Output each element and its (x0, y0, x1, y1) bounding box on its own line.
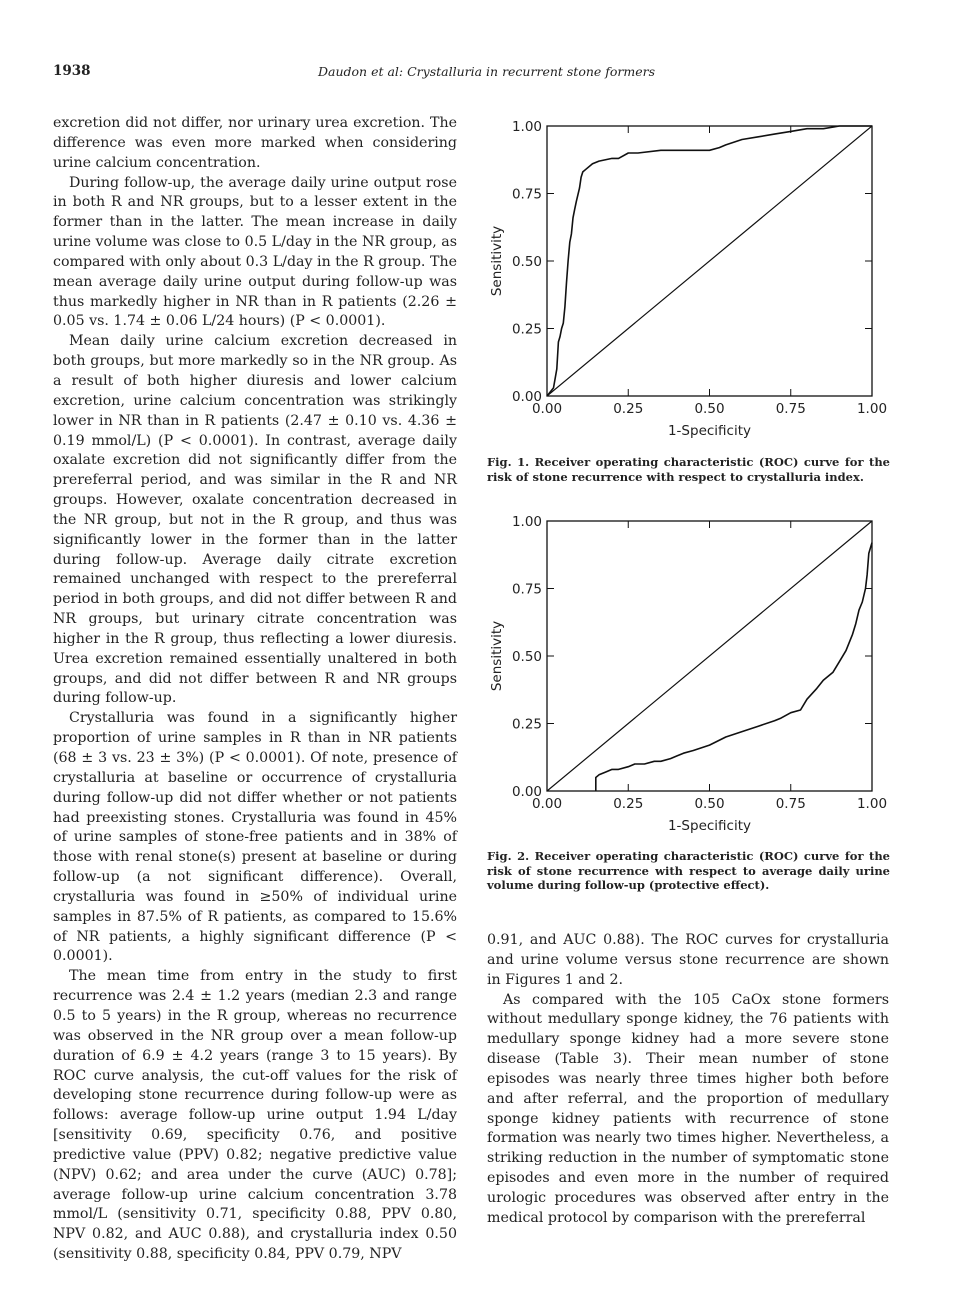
y-axis-label: Sensitivity (489, 225, 505, 297)
x-tick-label: 0.50 (694, 401, 725, 417)
right-column (487, 931, 889, 1229)
paragraph: As compared with the 105 CaOx stone formers without medullary sponge kidney, the 76 patients with medullary sponge kidney had a more severe stone disease (Table 3). Their mean number of stone episodes was nearly three times higher both before and after referral, and the proportion of medullary sponge kidney patients with recurrence of stone formation was nearly two times higher. Nevertheless, a striking reduction in the number of symptomatic stone episodes and even more in the number of required urologic procedures was observed after entry in the medical protocol by comparison with the prereferral (487, 991, 889, 1226)
y-axis-label: Sensitivity (489, 620, 505, 692)
x-tick-label: 0.75 (775, 401, 806, 417)
figure-1-caption: Fig. 1. Receiver operating characteristic (ROC) curve for the risk of stone recurrence with respect to crystalluria index. (487, 455, 890, 484)
paragraph: During follow-up, the average daily urine output rose in both R and NR groups, but to a lesser extent in the former than in the latter. The mean increase in daily urine volume was close to 0.5 L/day in the NR group, as compared with only about 0.3 L/day in the R group. The mean average daily urine output during follow-up was thus markedly higher in NR than in R patients (2.26 ± 0.05 vs. 1.74 ± 0.06 L/24 hours) (P < 0.0001). (53, 174, 457, 330)
roc-curve (596, 543, 872, 791)
reference-diagonal (547, 521, 872, 791)
y-tick-label: 0.00 (511, 784, 542, 800)
figure-2-caption: Fig. 2. Receiver operating characteristic (ROC) curve for the risk of stone recurrence with respect to average daily urine volume during follow-up (protective effect). (487, 849, 890, 892)
y-tick-label: 0.50 (511, 254, 542, 270)
y-tick-label: 1.00 (511, 514, 542, 530)
x-tick-label: 1.00 (856, 796, 888, 812)
paragraph: Mean daily urine calcium excretion decreased in both groups, but more markedly so in the NR group. As a result of both higher diuresis and lower calcium excretion, urine calcium concentration was strikingly lower in NR than in R patients (2.47 ± 0.10 vs. 4.36 ± 0.19 mmol/L) (P < 0.0001). In contrast, average daily oxalate excretion did not significantly differ from the prereferral period, and was similar in the R and NR groups. However, oxalate concentration decreased in the NR group, but not in the R group, and thus was significantly lower in the former than in the latter during follow-up. Average daily citrate excretion remained unchanged with respect to the prereferral period in both groups, and did not differ between R and NR groups, but urinary citrate concentration was higher in the R group, thus reflecting a lower diuresis. Urea excretion remained essentially unaltered in both groups, and did not differ between R and NR groups during follow-up. (53, 333, 457, 707)
x-tick-label: 1.00 (856, 401, 888, 417)
x-tick-label: 0.25 (613, 796, 644, 812)
roc-chart-crystalluria (486, 114, 890, 444)
y-tick-label: 0.75 (511, 581, 542, 598)
x-axis-label: 1-Specificity (667, 818, 752, 834)
y-tick-label: 0.50 (511, 649, 542, 665)
y-tick-label: 0.00 (511, 389, 542, 405)
paragraph: The mean time from entry in the study to first recurrence was 2.4 ± 1.2 years (median 2.3 and range 0.5 to 5 years) in the R group, whereas no recurrence was observed in the NR group over a mean follow-up duration of 6.9 ± 4.2 years (range 3 to 15 years). By ROC curve analysis, the cut-off values for the risk of developing stone recurrence during follow-up were as follows: average follow-up urine output 1.94 L/day [sensitivity 0.69, specificity 0.76, and positive predictive value (PPV) 0.82; negative predictive value (NPV) 0.62; and area under the curve (AUC) 0.78]; average follow-up urine calcium concentration 3.78 mmol/L (sensitivity 0.71, specificity 0.88, PPV 0.80, NPV 0.82, and AUC 0.88), and crystalluria index 0.50 (sensitivity 0.88, specificity 0.84, PPV 0.79, NPV (53, 968, 457, 1263)
x-tick-label: 0.50 (694, 796, 725, 812)
x-axis-label: 1-Specificity (667, 423, 752, 439)
figure-1 (486, 114, 890, 444)
x-tick-label: 0.25 (613, 401, 644, 417)
y-tick-label: 0.25 (511, 321, 542, 338)
roc-chart-urine-volume (486, 509, 890, 839)
y-tick-label: 0.75 (511, 186, 542, 203)
reference-diagonal (547, 126, 872, 396)
figure-2 (486, 509, 890, 839)
y-tick-label: 1.00 (511, 119, 542, 135)
x-tick-label: 0.75 (775, 796, 806, 812)
paragraph: excretion did not differ, nor urinary urea excretion. The difference was even more marked when considering urine calcium concentration. (53, 115, 457, 171)
paragraph: Crystalluria was found in a significantly higher proportion of urine samples in R than in NR patients (68 ± 3 vs. 23 ± 3%) (P < 0.0001). Of note, presence of crystalluria at baseline or occurrence of crystalluria during follow-up did not differ whether or not patients had preexisting stones. Crystalluria was found in 45% of urine samples of stone-free patients and in 38% of those with renal stone(s) present at baseline or during follow-up (a not significant difference). Overall, crystalluria was found in ≥50% of individual urine samples in 87.5% of R patients, as compared to 15.6% of NR patients, a highly significant difference (P < 0.0001). (53, 710, 457, 965)
left-column (53, 114, 457, 1265)
y-tick-label: 0.25 (511, 716, 542, 733)
paragraph: 0.91, and AUC 0.88). The ROC curves for crystalluria and urine volume versus stone recurrence are shown in Figures 1 and 2. (487, 932, 889, 988)
running-title: Daudon et al: Crystalluria in recurrent stone formers (318, 64, 656, 79)
x-tick-label: 0.00 (531, 401, 563, 417)
x-tick-label: 0.00 (531, 796, 563, 812)
page-number: 1938 (53, 63, 91, 79)
